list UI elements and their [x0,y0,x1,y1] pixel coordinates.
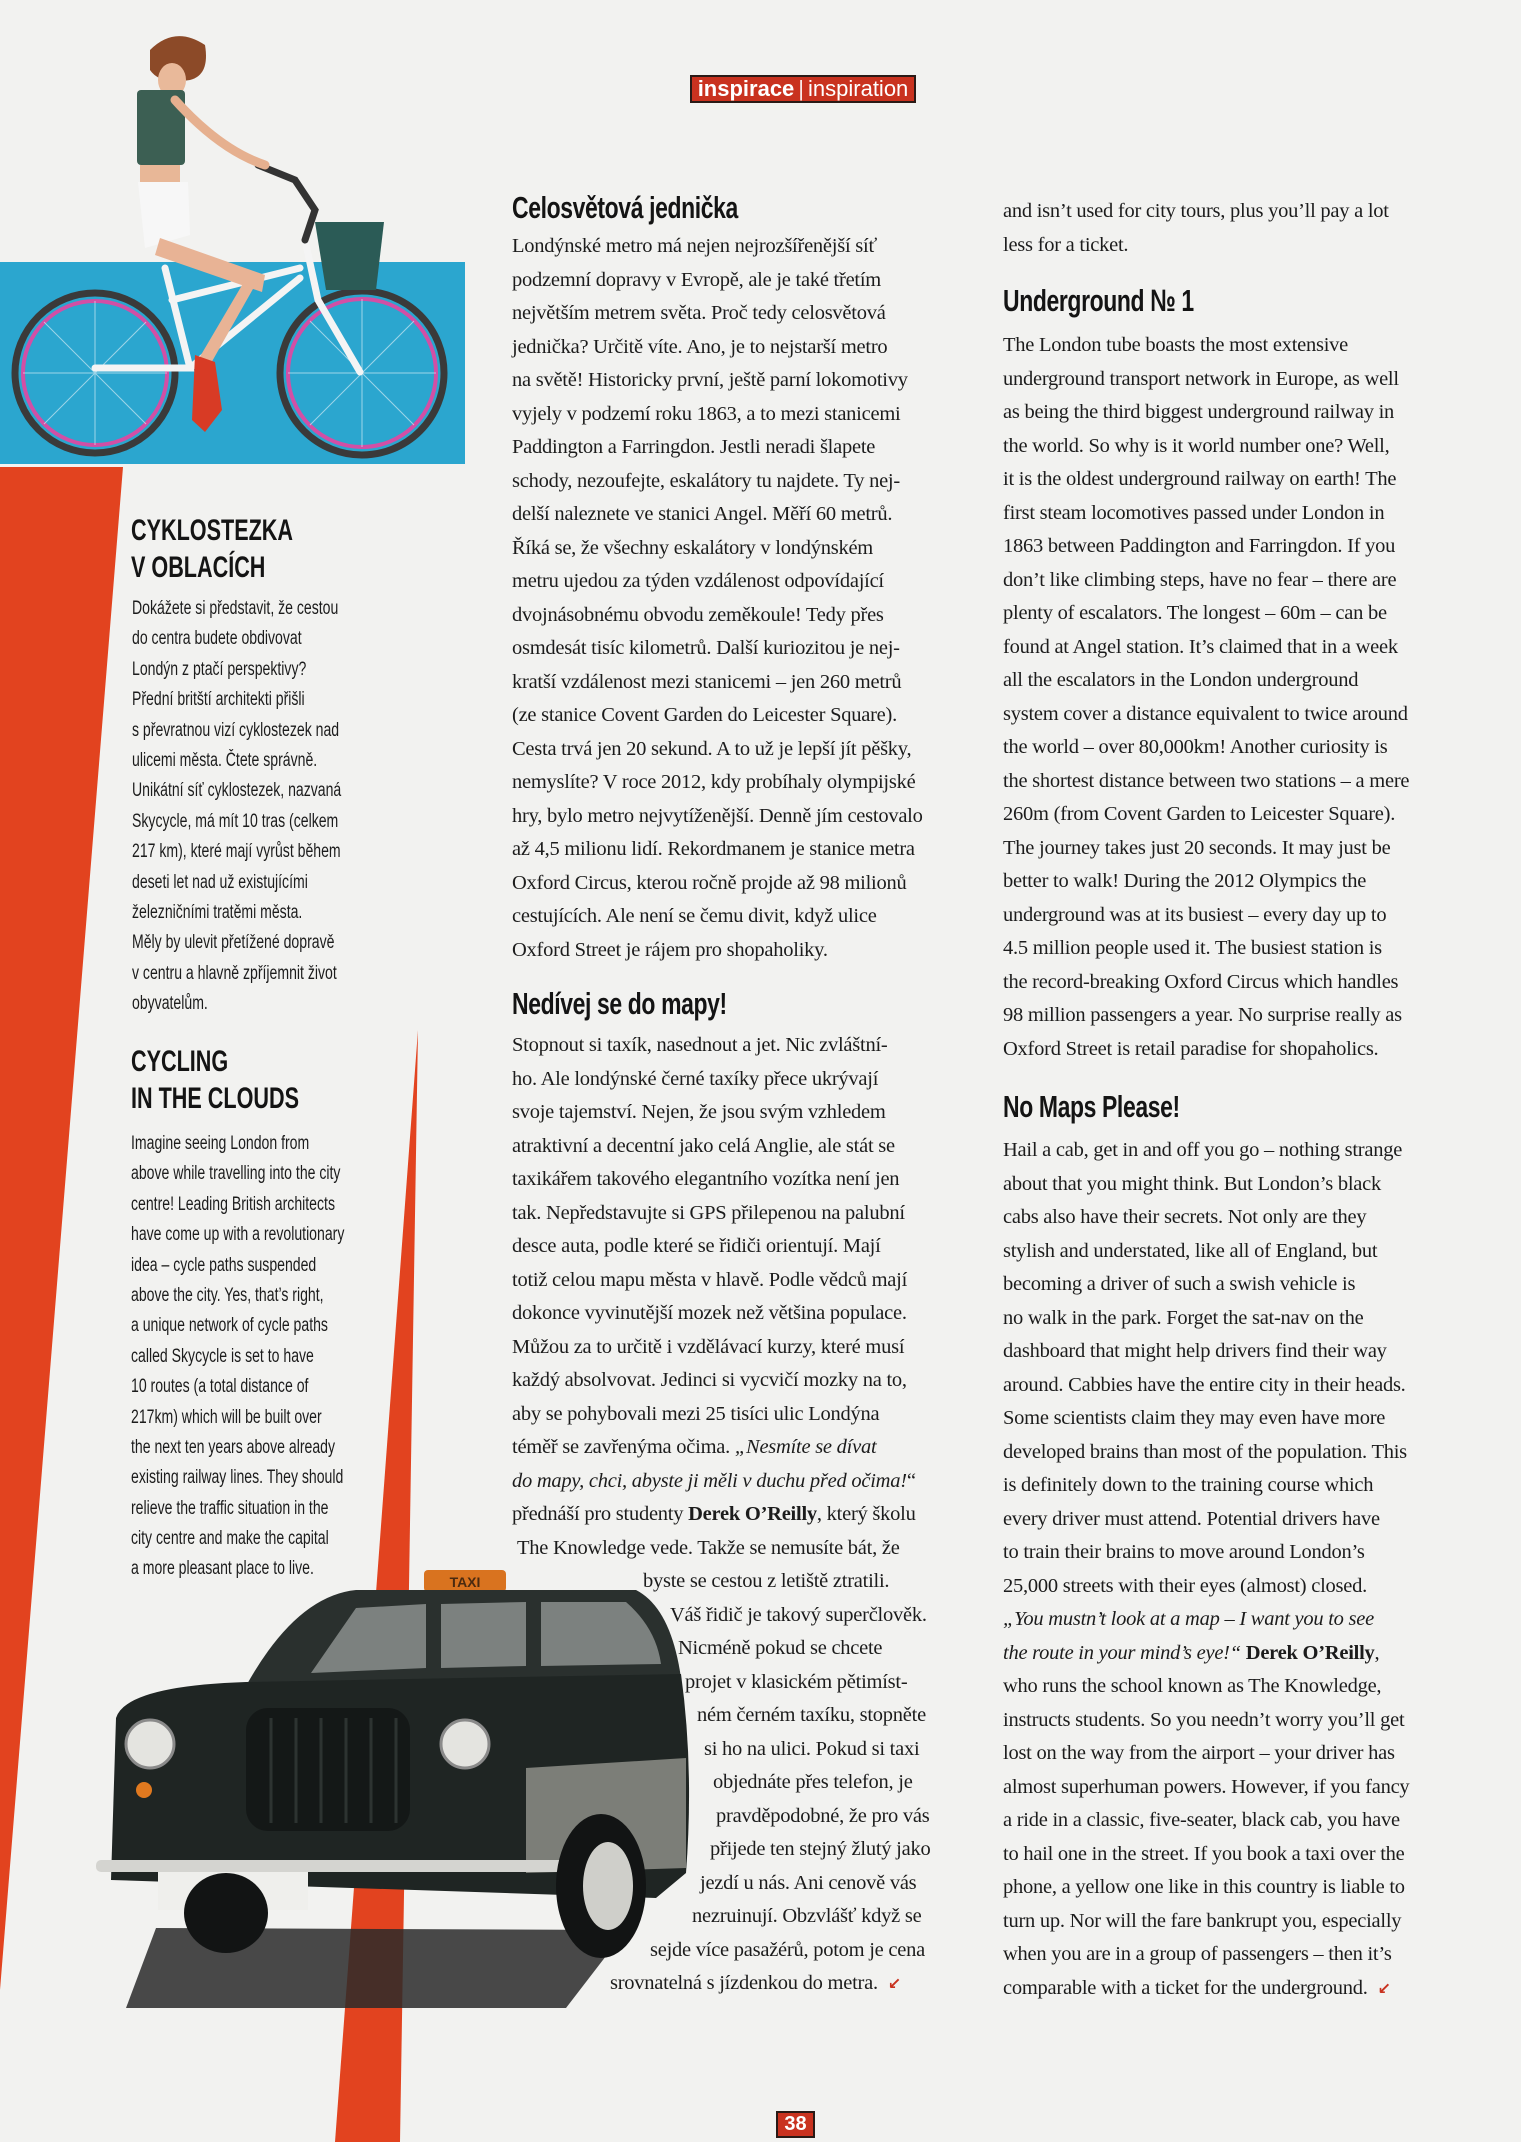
text-line [1003,1603,1409,1637]
text-line: about that you might think. But London’s black [1003,1172,1381,1195]
text-line: existing railway lines. They should [131,1467,344,1489]
sidebar-heading-line: V OBLACÍCH [131,551,266,584]
text-line: jezdí u nás. Ani cenově vás [700,1871,917,1894]
italic-quote: the route in your mind’s eye!“ [1003,1641,1246,1664]
sidebar-heading-en [131,1043,299,1117]
headlight [126,1720,174,1768]
text-line: above while travelling into the city [131,1163,341,1185]
text-line: the world. So why is it world number one? Well, [1003,434,1390,457]
text-line: ulicemi města. Čtete správně. [132,749,318,771]
text-line: developed brains than most of the population. This [1003,1440,1407,1463]
text-line: to train their brains to move around London’s [1003,1541,1365,1563]
text-line: the shortest distance between two stations – a mere [1003,769,1410,792]
text-span: , který školu [816,1503,916,1525]
text-line: becoming a driver of such a swish vehicle is [1003,1273,1356,1295]
text-line: don’t like climbing steps, have no fear – there are [1003,568,1397,591]
taxi-sign-label: TAXI [449,1574,481,1590]
text-line: Oxford Street is retail paradise for shopaholics. [1003,1037,1379,1060]
text-line: každý absolvovat. Jedinci si vycvičí mozky na to, [512,1369,907,1391]
text-line: objednáte přes telefon, je [713,1771,913,1793]
text-line [1003,1637,1409,1671]
text-line: system cover a distance equivalent to twice around [1003,702,1408,725]
text-line: ho. Ale londýnské černé taxíky přece ukrývají [512,1067,879,1090]
text-line: Říká se, že všechny eskalátory v londýnském [512,536,874,559]
text-line: Paddington a Farringdon. Jestli neradi šlapete [512,436,876,458]
section-badge [690,75,916,103]
text-line: aby se pohybovali mezi 25 tisíci ulic Londýna [512,1402,880,1425]
article-en-section2-text [1003,1134,1409,2005]
text-line: 217km) which will be built over [131,1406,322,1428]
text-line: all the escalators in the London underground [1003,669,1359,691]
text-line: is definitely down to the training course which [1003,1474,1374,1496]
arrow-down-left-icon: ↙ [1377,1978,1391,1998]
text-line: underground transport network in Europe, as well [1003,367,1399,390]
text-line: instructs students. So you needn’t worry you’ll get [1003,1708,1405,1731]
text-line: projet v klasickém pětimíst- [685,1670,908,1693]
text-line: relieve the traffic situation in the [131,1497,329,1519]
italic-quote: „You mustn’t look at a map – I want you to see [1003,1608,1374,1630]
bold-name: Derek O’Reilly [1245,1641,1375,1664]
text-line: obyvatelům. [132,993,208,1015]
text-line: called Skycycle is set to have [131,1345,314,1367]
text-line: železničními tratěmi města. [132,901,303,923]
text-line: a unique network of cycle paths [131,1315,328,1337]
text-line: cestujících. Ale není se čemu divit, když ulice [512,905,877,927]
arrow-down-left-icon: ↙ [887,1974,902,1993]
text-line [512,1498,930,1532]
text-line: taxikářem takového elegantního vozítka není jen [512,1168,900,1190]
text-line: Můžou za to určitě i vzdělávací kurzy, které musí [512,1335,905,1358]
text-line: 217 km), které mají vyrůst během [132,841,341,863]
text-line: have come up with a revolutionary [131,1224,345,1246]
text-line: sejde více pasažérů, potom je cena [650,1938,925,1961]
text-line: above the city. Yes, that’s right, [131,1284,324,1306]
headlight [441,1720,489,1768]
text-line: 10 routes (a total distance of [131,1376,309,1398]
italic-quote: do mapy, chci, abyste ji měli v duchu před očima! [512,1469,907,1492]
text-line: tak. Nepředstavujte si GPS přilepenou na palubní [512,1201,905,1224]
text-line: city centre and make the capital [131,1528,329,1550]
text-line: centre! Leading British architects [131,1193,335,1215]
text-line: Cesta trvá jen 20 sekund. A to už je lepší jít pěšky, [512,737,912,760]
text-span: “ [906,1469,916,1492]
text-line: 4.5 million people used it. The busiest station is [1003,937,1382,959]
text-line: nezruinují. Obzvlášť když se [692,1905,922,1927]
text-line: do centra budete obdivovat [132,628,302,650]
text-line: every driver must attend. Potential drivers have [1003,1507,1380,1530]
text-line: atraktivní a decentní jako celá Anglie, ale stát se [512,1134,895,1157]
text-line: 98 million passengers a year. No surprise really as [1003,1004,1402,1026]
section-separator: | [798,76,805,101]
section-label-cz: inspirace [697,76,795,101]
text-line: phone, a yellow one like in this country is liable to [1003,1876,1405,1898]
text-line: The London tube boasts the most extensive [1003,334,1349,356]
text-line [512,1465,930,1499]
text-line: Londýnské metro má nejen nejrozšířenější síť [512,235,877,257]
text-line: dokonce vyvinutější mozek než většina populace. [512,1302,907,1324]
text-line: cabs also have their secrets. Not only are they [1003,1206,1367,1228]
sidebar-text-cz [132,594,415,1019]
text-line: 25,000 streets with their eyes (almost) closed. [1003,1574,1367,1597]
text-line-with-end-mark [1003,1972,1409,2006]
text-line: dvojnásobnému obvodu zeměkoule! Tedy přes [512,603,884,626]
text-span: , [1374,1641,1380,1664]
article-en-section1-text [1003,329,1409,1066]
text-line: dashboard that might help drivers find their way [1003,1340,1387,1362]
text-line: deseti let nad už existujícími [132,871,308,893]
text-line: the world – over 80,000km! Another curiosity is [1003,736,1388,758]
section-label-en: inspiration [808,76,909,101]
text-line: nemyslíte? V roce 2012, kdy probíhaly olympijské [512,771,916,793]
text-line: turn up. Nor will the fare bankrupt you, especially [1003,1909,1402,1932]
text-line: it is the oldest underground railway on earth! The [1003,468,1397,490]
text-line: 1863 between Paddington and Farringdon. If you [1003,535,1396,557]
text-line: no walk in the park. Forget the sat-nav on the [1003,1306,1364,1329]
text-line: a ride in a classic, five-seater, black cab, you have [1003,1809,1400,1831]
text-line: Hail a cab, get in and off you go – nothing strange [1003,1139,1403,1161]
text-line: less for a ticket. [1003,233,1129,256]
text-line: na světě! Historicky první, ještě parní lokomotivy [512,369,908,391]
text-line: 260m (from Covent Garden to Leicester Square). [1003,803,1396,825]
text-line: největším metrem světa. Proč tedy celosvětová [512,302,886,324]
woman-on-bicycle-photo [0,0,470,470]
black-london-taxi-photo [96,1568,696,2028]
heading-celosvetova-jednicka: Celosvětová jednička [512,190,738,225]
heading-nedivej-se-do-mapy: Nedívej se do mapy! [512,986,727,1021]
text-line: Dokážete si představit, že cestou [132,598,339,619]
text-line: osmdesát tisíc kilometrů. Další kuriozitou je nej- [512,637,900,659]
text-line: totiž celou mapu města v hlavě. Podle vědců mají [512,1268,908,1291]
text-line: v centru a hlavně zpříjemnit život [132,962,337,984]
text-line: schody, nezoufejte, eskalátory tu najdete. Ty nej- [512,469,900,492]
article-en-intro-text [1003,195,1389,262]
italic-quote: „Nesmíte se dívat [734,1436,877,1458]
text-span: téměř se zavřenýma očima. [512,1436,735,1458]
text-line: when you are in a group of passengers – then it’s [1003,1943,1392,1965]
text-line: desce auta, podle které se řidiči orientují. Mají [512,1235,881,1257]
text-line: jednička? Určitě víte. Ano, je to nejstarší metro [512,335,888,358]
text-line: Unikátní síť cyklostezek, nazvaná [132,780,342,802]
text-line: found at Angel station. It’s claimed that in a week [1003,635,1398,658]
text-line: the record-breaking Oxford Circus which handles [1003,970,1399,993]
heading-no-maps-please: No Maps Please! [1003,1089,1180,1124]
text-line: and isn’t used for city tours, plus you’ll pay a lot [1003,200,1389,222]
page-number: 38 [776,2111,815,2138]
text-line: a more pleasant place to live. [131,1558,314,1580]
text-line: first steam locomotives passed under London in [1003,501,1385,524]
text-line: Stopnout si taxík, nasednout a jet. Nic zvláštní- [512,1034,888,1056]
text-line: who runs the school known as The Knowledge, [1003,1675,1382,1697]
text-line: almost superhuman powers. However, if you fancy [1003,1775,1410,1798]
text-line: Some scientists claim they may even have more [1003,1407,1386,1429]
text-line: Měly by ulevit přetížené dopravě [132,932,335,954]
text-line: Nicméně pokud se chcete [678,1637,883,1659]
text-line: idea – cycle paths suspended [131,1254,317,1276]
sidebar-text-en [131,1129,419,1585]
sidebar-heading-line: CYCLING [131,1045,229,1078]
text-line: as being the third biggest underground railway in [1003,401,1395,423]
text-line: to hail one in the street. If you book a taxi over the [1003,1842,1405,1865]
text-line: pravděpodobné, že pro vás [716,1804,930,1827]
sidebar-heading-line: CYKLOSTEZKA [131,514,293,547]
text-line: byste se cestou z letiště ztratili. [643,1570,890,1592]
text-line: až 4,5 milionu lidí. Rekordmanem je stanice metra [512,838,915,860]
text-line: The Knowledge vede. Takže se nemusíte bát, že [517,1536,900,1559]
text-line: (ze stanice Covent Garden do Leicester Square). [512,704,897,726]
text-span: přednáší pro studenty [512,1503,689,1525]
text-line: srovnatelná s jízdenkou do metra. [610,1972,878,1994]
text-line: metru ujedou za týden vzdálenost odpovídající [512,570,884,592]
text-line: stylish and understated, like all of England, but [1003,1239,1378,1262]
text-line: The journey takes just 20 seconds. It may just be [1003,836,1391,859]
text-line: around. Cabbies have the entire city in their heads. [1003,1373,1406,1396]
text-line: better to walk! During the 2012 Olympics the [1003,870,1367,892]
text-line: přijede ten stejný žlutý jako [710,1838,931,1860]
sidebar-heading-line: IN THE CLOUDS [131,1082,300,1115]
text-line: Přední britští architekti přišli [132,689,305,711]
text-line: plenty of escalators. The longest – 60m – can be [1003,602,1387,624]
heading-underground-no1: Underground № 1 [1003,283,1194,318]
text-line: svoje tajemství. Nejen, že jsou svým vzhledem [512,1101,886,1123]
text-line: the next ten years above already [131,1436,336,1458]
text-line [512,1431,930,1465]
text-line: Skycycle, má mít 10 tras (celkem [132,810,339,832]
sidebar-heading-cz [131,512,293,586]
article-cz-section1-text [512,230,923,967]
text-line: vyjely v podzemí roku 1863, a to mezi stanicemi [512,402,901,425]
text-line: Imagine seeing London from [131,1133,310,1154]
text-line: Londýn z ptačí perspektivy? [132,658,307,680]
text-line: podzemní dopravy v Evropě, ale je také třetím [512,268,882,291]
text-line: kratší vzdálenost mezi stanicemi – jen 260 metrů [512,670,902,693]
text-line: Oxford Circus, kterou ročně projde až 98 milionů [512,871,907,894]
text-line: underground was at its busiest – every day up to [1003,903,1387,926]
text-line: hry, bylo metro nejvytíženější. Denně jím cestovalo [512,804,923,827]
text-line: ném černém taxíku, stopněte [697,1704,926,1726]
bold-name: Derek O’Reilly [688,1503,817,1525]
text-line: lost on the way from the airport – your driver has [1003,1742,1395,1764]
text-line: s převratnou vizí cyklostezek nad [132,719,340,741]
text-line: Váš řidič je takový superčlověk. [670,1603,927,1626]
text-line: si ho na ulici. Pokud si taxi [704,1737,920,1760]
text-line: comparable with a ticket for the underground. [1003,1976,1368,1999]
text-line: delší naleznete ve stanici Angel. Měří 60 metrů. [512,503,893,525]
text-line: Oxford Street je rájem pro shopaholiky. [512,938,828,961]
